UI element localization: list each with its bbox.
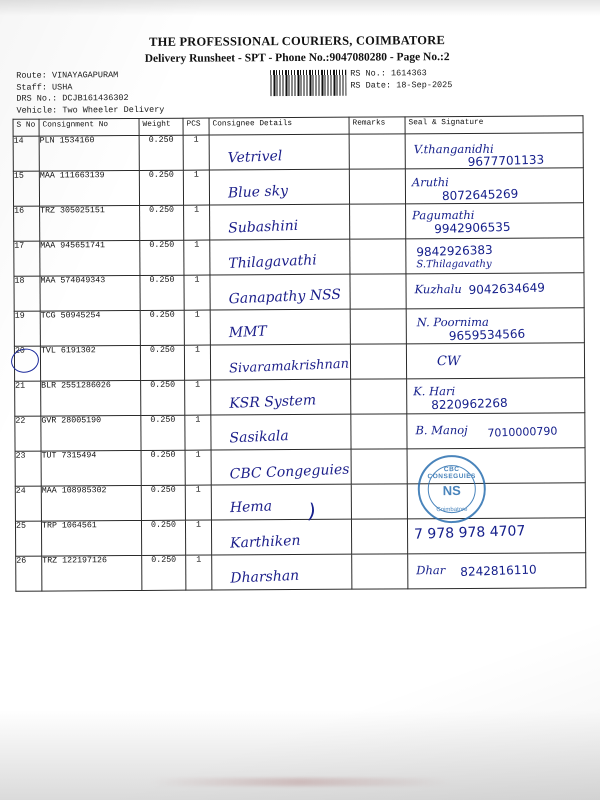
cell-consignee	[210, 204, 350, 240]
meta-left-block	[16, 70, 164, 117]
handwriting-consignee: CBC Congeguies	[229, 461, 350, 483]
page-title: THE PROFESSIONAL COURIERS, COIMBATORE	[149, 33, 446, 49]
handwriting-signature: Dhar	[416, 563, 446, 578]
handwriting-signature: Pagumathi	[412, 207, 475, 223]
handwriting-signature: Aruthi	[411, 175, 449, 190]
col-consignee-details: Consignee Details	[209, 117, 349, 135]
cell-signature	[406, 273, 584, 309]
cell-weight: 0.250	[141, 520, 185, 555]
cell-sno: 26	[16, 556, 42, 591]
cell-signature	[407, 413, 585, 449]
handwriting-consignee: Sasikala	[229, 428, 290, 447]
cell-pcs: 1	[184, 275, 210, 310]
cell-remarks	[351, 379, 407, 414]
cell-pcs: 1	[185, 485, 211, 520]
table-row	[15, 483, 585, 521]
cell-consignee	[209, 169, 349, 205]
cell-pcs: 1	[184, 240, 210, 275]
col-sno: S No	[13, 119, 39, 136]
stamp-monogram: NS	[442, 483, 461, 499]
table-row	[13, 168, 583, 206]
handwriting-phone: 9677701133	[467, 152, 545, 169]
cell-remarks	[350, 239, 406, 274]
meta-drs-no: DRS No.: DCJB161436302	[16, 93, 129, 104]
cell-pcs: 1	[183, 170, 209, 205]
cell-pcs: 1	[184, 310, 210, 345]
cell-consignment-no: BLR 2551286026	[41, 380, 141, 416]
cell-pcs: 1	[185, 380, 211, 415]
barcode-icon	[270, 70, 346, 96]
cell-sno: 16	[14, 206, 40, 241]
cell-remarks	[351, 414, 407, 449]
cell-weight: 0.250	[139, 170, 183, 205]
cell-consignment-no: TUT 7315494	[41, 450, 141, 486]
handwriting-phone: 9842926383	[416, 242, 493, 260]
cell-pcs: 1	[184, 345, 210, 380]
handwriting-phone: 9042634649	[468, 280, 546, 297]
handwriting-signature: N. Poornima	[416, 314, 489, 330]
cell-signature	[408, 553, 586, 589]
cell-remarks	[352, 554, 408, 589]
cell-consignment-no: PLN 1534160	[39, 135, 139, 171]
stamp-top-text: CBC CONSEGUIES	[427, 466, 476, 481]
cell-pcs: 1	[185, 415, 211, 450]
handwriting-phone: 8220962268	[431, 395, 508, 413]
document-meta	[12, 67, 582, 116]
cell-consignment-no: MAA 108985302	[41, 485, 141, 521]
cell-weight: 0.250	[141, 380, 185, 415]
table-row	[14, 343, 584, 381]
cell-signature	[407, 483, 585, 519]
cell-remarks	[350, 274, 406, 309]
col-remarks: Remarks	[349, 117, 405, 134]
cell-consignee	[210, 309, 350, 345]
handwriting-consignee: MMT	[228, 323, 268, 342]
stamp-bottom-text: Coimbatore	[436, 506, 468, 514]
cell-consignment-no: MAA 574049343	[40, 275, 140, 311]
cell-consignment-no: TVL 6191302	[40, 345, 140, 381]
cell-pcs: 1	[185, 520, 211, 555]
handwriting-signature: V.thanganidhi	[413, 141, 494, 157]
cell-remarks	[351, 484, 407, 519]
handwriting-consignee: Ganapathy NSS	[228, 286, 342, 308]
handwriting-consignee: Vetrivel	[227, 148, 283, 167]
cell-remarks	[350, 344, 406, 379]
cell-weight: 0.250	[141, 485, 185, 520]
cell-weight: 0.250	[140, 240, 184, 275]
cell-weight: 0.250	[142, 555, 186, 590]
handwriting-phone: 8072645269	[441, 186, 519, 204]
meta-vehicle: Vehicle: Two Wheeler Delivery	[16, 104, 165, 116]
cell-consignee	[211, 519, 351, 555]
table-row	[14, 203, 584, 241]
cell-weight: 0.250	[141, 415, 185, 450]
handwriting-signature: B. Manoj	[415, 422, 468, 438]
cell-remarks	[349, 134, 405, 169]
cell-weight: 0.250	[140, 205, 184, 240]
table-body	[13, 133, 586, 591]
cell-sno: 19	[14, 311, 40, 346]
cell-remarks	[349, 169, 405, 204]
table-row	[13, 133, 583, 171]
handwriting-consignee: Hema	[229, 498, 273, 517]
handwriting-signature: K. Hari	[413, 384, 456, 399]
meta-rs-date: RS Date: 18-Sep-2025	[350, 79, 453, 91]
cell-signature	[407, 378, 585, 414]
handwriting-phone: 9942906535	[433, 219, 511, 237]
cell-weight: 0.250	[139, 135, 183, 170]
handwriting-consignee: Subashini	[227, 217, 299, 237]
col-seal-signature: Seal & Signature	[405, 116, 583, 134]
cell-consignee	[211, 414, 351, 450]
cell-consignee	[210, 239, 350, 275]
cell-signature	[406, 203, 584, 239]
meta-rs-no: RS No.: 1614363	[350, 68, 427, 79]
page-subtitle: Delivery Runsheet - SPT - Phone No.:9047080280 - Page No.:2	[144, 51, 450, 65]
cell-weight: 0.250	[141, 450, 185, 485]
table-row	[15, 448, 585, 486]
cell-weight: 0.250	[140, 310, 184, 345]
scan-artifact	[150, 778, 450, 786]
cell-weight: 0.250	[140, 275, 184, 310]
cell-sno: 17	[14, 241, 40, 276]
cell-signature	[407, 448, 585, 514]
cell-weight: 0.250	[140, 345, 184, 380]
col-pcs: PCS	[183, 118, 209, 135]
table-row	[14, 308, 584, 346]
cell-pcs: 1	[186, 555, 212, 590]
cell-consignee	[211, 484, 351, 524]
table-row	[16, 553, 586, 591]
handwriting-phone: 7 978 978 4707	[413, 523, 526, 543]
meta-route: Route: VINAYAGAPURAM	[16, 70, 119, 81]
table-row	[15, 413, 585, 451]
cell-sno: 18	[14, 276, 40, 311]
handwriting-phone: 9659534566	[448, 326, 526, 344]
cell-remarks	[350, 204, 406, 239]
table-row	[15, 378, 585, 416]
cell-consignment-no: TRZ 122197126	[42, 555, 142, 591]
cell-sno: 23	[15, 451, 41, 486]
cell-sno: 25	[15, 521, 41, 556]
handwriting-consignee: KSR System	[228, 392, 317, 412]
handwriting-signature: CW	[436, 354, 461, 370]
cell-consignee	[210, 344, 350, 380]
cell-consignment-no: GVR 28005190	[41, 415, 141, 451]
cell-sno: 14	[13, 136, 39, 171]
handwriting-consignee: Dharshan	[230, 567, 300, 587]
cell-consignee	[211, 449, 351, 485]
cell-consignment-no: TRP 1064561	[41, 520, 141, 556]
cell-sno	[14, 346, 40, 381]
cell-consignment-no: MAA 111663139	[39, 170, 139, 206]
cell-consignee	[211, 379, 351, 415]
col-weight: Weight	[139, 118, 183, 135]
cell-sno: 24	[15, 486, 41, 521]
circle-annotation	[9, 346, 41, 375]
meta-staff: Staff: USHA	[16, 81, 73, 93]
cell-consignment-no: MAA 945651741	[40, 240, 140, 276]
handwriting-consignee: Blue sky	[227, 183, 289, 202]
runsheet-table	[13, 115, 587, 591]
handwriting-consignee: Sivaramakrishnan	[228, 356, 350, 377]
table-row	[14, 273, 584, 311]
handwriting-signature: Kuzhalu	[414, 281, 462, 297]
cell-remarks	[351, 519, 407, 554]
handwriting-consignee: Karthiken	[229, 532, 301, 552]
col-consignment-no: Consignment No	[39, 118, 139, 136]
cell-pcs: 1	[185, 450, 211, 485]
cell-pcs: 1	[184, 205, 210, 240]
cell-signature	[407, 518, 585, 554]
meta-right-block	[350, 68, 452, 92]
cell-sno: 15	[13, 171, 39, 206]
cell-consignment-no: TRZ 305025151	[40, 205, 140, 241]
cell-consignment-no: TCG 50945254	[40, 310, 140, 346]
cell-consignee	[212, 554, 352, 590]
cell-remarks	[350, 309, 406, 344]
cell-signature	[406, 343, 584, 379]
cell-consignee	[209, 134, 349, 170]
cell-sno-text: 20	[14, 346, 25, 356]
runsheet-sheet	[12, 32, 585, 591]
pen-scribble-icon: )	[306, 498, 318, 524]
table-row	[15, 518, 585, 556]
handwriting-phone: 8242816110	[460, 562, 537, 580]
cell-remarks	[351, 449, 407, 484]
handwriting-phone: 7010000790	[487, 424, 558, 440]
cell-consignee	[210, 274, 350, 310]
cell-signature	[406, 238, 584, 274]
cell-pcs: 1	[183, 135, 209, 170]
cell-signature	[406, 308, 584, 344]
handwriting-consignee: Thilagavathi	[228, 252, 318, 272]
cell-sno: 22	[15, 416, 41, 451]
table-row	[14, 238, 584, 276]
cell-sno: 21	[15, 381, 41, 416]
cell-signature	[405, 133, 583, 169]
cell-signature	[405, 168, 583, 204]
handwriting-signature: S.Thilagavathy	[416, 258, 492, 271]
